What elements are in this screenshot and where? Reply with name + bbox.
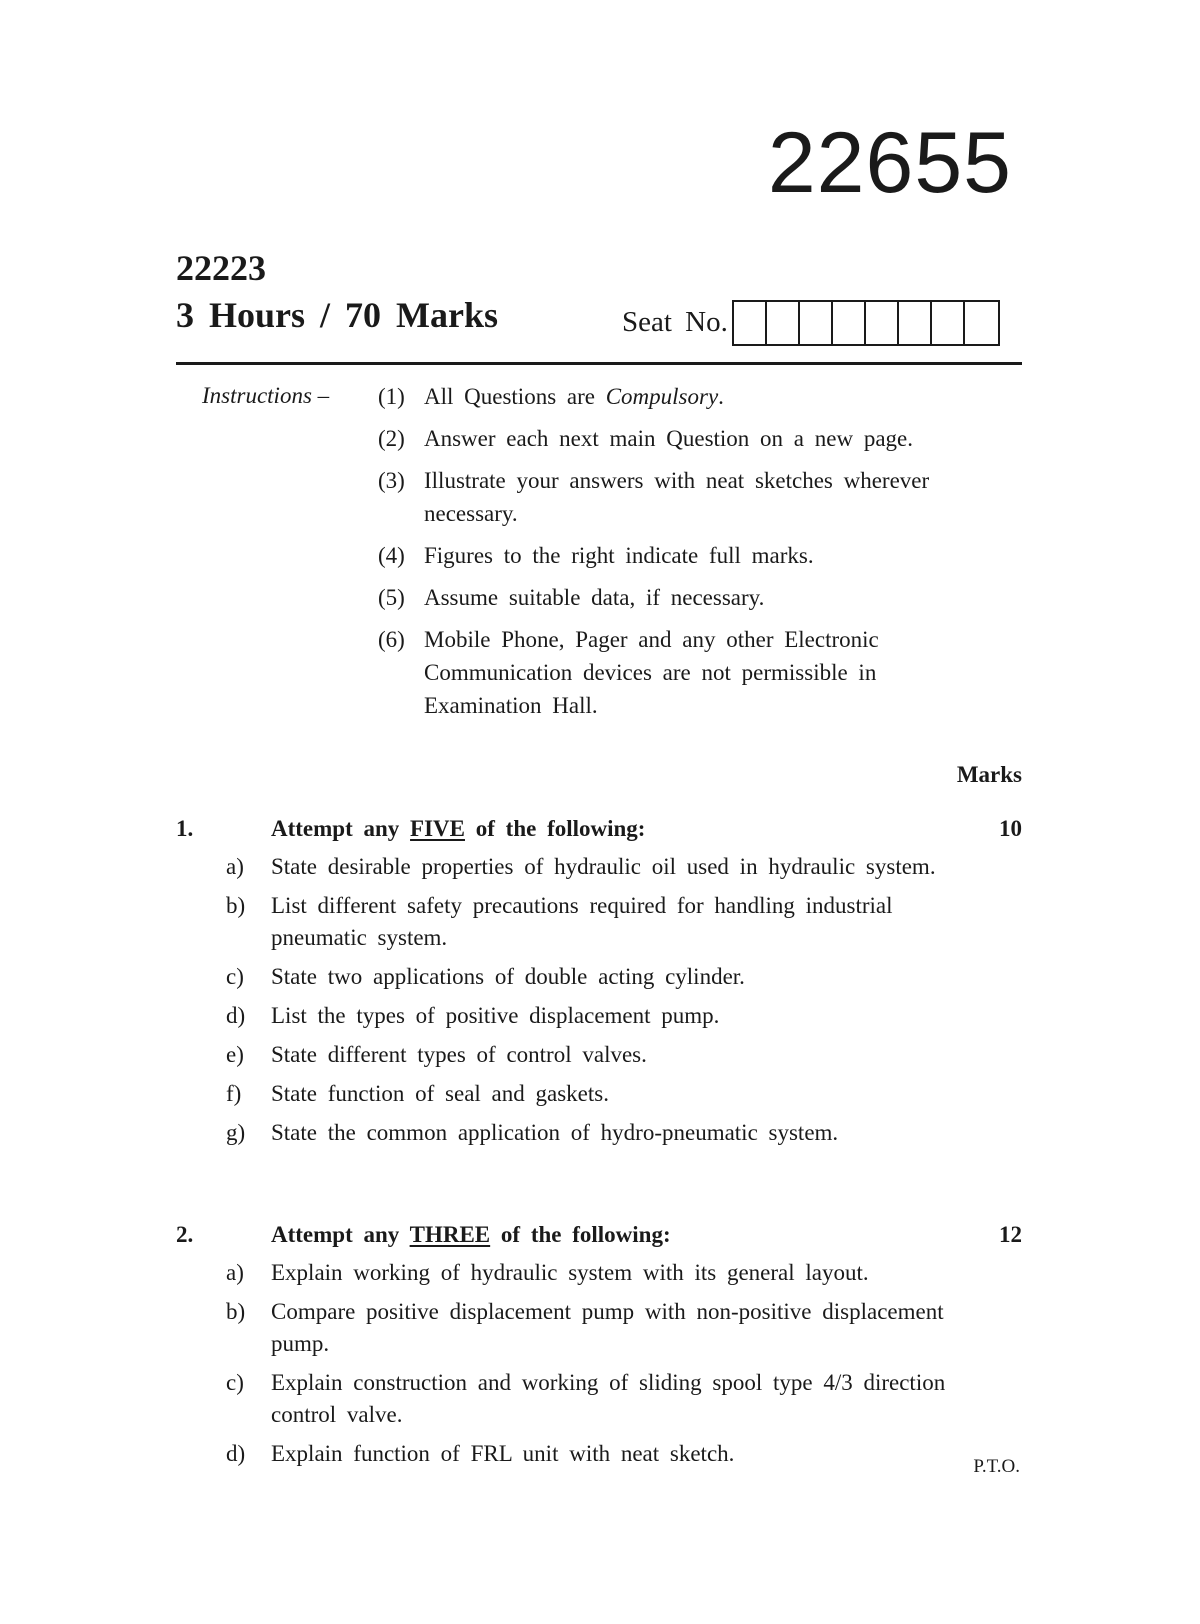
question-title-part: Attempt any bbox=[271, 816, 411, 841]
sub-question-letter: f) bbox=[226, 1081, 242, 1106]
instruction-number: (3) bbox=[378, 468, 405, 493]
seat-box bbox=[866, 302, 899, 344]
paper-code: 22655 bbox=[767, 115, 1012, 211]
seat-box bbox=[899, 302, 932, 344]
question-header bbox=[176, 1218, 1022, 1251]
sub-question bbox=[176, 1257, 1022, 1289]
instructions-list bbox=[378, 380, 998, 731]
sub-question-list bbox=[176, 851, 1022, 1149]
question-title-count: FIVE bbox=[410, 816, 465, 841]
subject-code: 22223 bbox=[176, 248, 266, 288]
marks-heading: Marks bbox=[956, 762, 1022, 787]
sub-question-letter: b) bbox=[226, 893, 246, 918]
instruction-number: (2) bbox=[378, 426, 405, 451]
sub-question-letter: a) bbox=[226, 1260, 244, 1285]
question-title-part: of the following: bbox=[465, 816, 646, 841]
instruction-number: (1) bbox=[378, 384, 405, 409]
instruction-text: Assume suitable data, if necessary. bbox=[424, 585, 765, 610]
question-title-part: of the following: bbox=[490, 1222, 671, 1247]
sub-question-letter: g) bbox=[226, 1120, 246, 1145]
seat-box bbox=[833, 302, 866, 344]
question-number: 2. bbox=[176, 1222, 194, 1247]
sub-question-letter: e) bbox=[226, 1042, 244, 1067]
sub-question-text: State function of seal and gaskets. bbox=[271, 1081, 609, 1106]
instruction-item bbox=[378, 464, 998, 530]
question-title bbox=[271, 1218, 982, 1251]
header-divider bbox=[176, 362, 1022, 365]
sub-question-letter: b) bbox=[226, 1299, 246, 1324]
question-2 bbox=[176, 1218, 1022, 1477]
duration-marks: 3 Hours / 70 Marks bbox=[176, 295, 499, 335]
instruction-item bbox=[378, 623, 998, 722]
instruction-item bbox=[378, 422, 998, 455]
instruction-number: (4) bbox=[378, 543, 405, 568]
instruction-text: Illustrate your answers with neat sketches wherever necessary. bbox=[424, 468, 930, 526]
sub-question-letter: a) bbox=[226, 854, 244, 879]
question-marks: 12 bbox=[999, 1222, 1022, 1247]
sub-question bbox=[176, 1117, 1022, 1149]
sub-question bbox=[176, 961, 1022, 993]
question-header bbox=[176, 812, 1022, 845]
instructions-label: Instructions – bbox=[202, 383, 330, 408]
sub-question-text: Explain working of hydraulic system with its general layout. bbox=[271, 1260, 869, 1285]
sub-question bbox=[176, 1078, 1022, 1110]
sub-question-text: State two applications of double acting cylinder. bbox=[271, 964, 745, 989]
instruction-text bbox=[424, 380, 998, 413]
seat-boxes bbox=[732, 300, 1000, 346]
sub-question-text: List the types of positive displacement pump. bbox=[271, 1003, 720, 1028]
sub-question-text: Explain function of FRL unit with neat sketch. bbox=[271, 1441, 735, 1466]
sub-question-text: State different types of control valves. bbox=[271, 1042, 647, 1067]
sub-question bbox=[176, 1367, 1022, 1431]
question-number: 1. bbox=[176, 816, 194, 841]
instruction-number: (6) bbox=[378, 627, 405, 652]
sub-question-letter: c) bbox=[226, 1370, 244, 1395]
question-title bbox=[271, 812, 982, 845]
question-1 bbox=[176, 812, 1022, 1156]
seat-number-field bbox=[622, 300, 1000, 346]
sub-question bbox=[176, 890, 1022, 954]
instruction-item bbox=[378, 581, 998, 614]
question-marks: 10 bbox=[999, 816, 1022, 841]
sub-question bbox=[176, 851, 1022, 883]
seat-box bbox=[932, 302, 965, 344]
pto-note: P.T.O. bbox=[973, 1456, 1020, 1477]
sub-question-text: Explain construction and working of sliding spool type 4/3 direction control valve. bbox=[271, 1370, 946, 1427]
sub-question-text: State desirable properties of hydraulic oil used in hydraulic system. bbox=[271, 854, 936, 879]
sub-question bbox=[176, 1039, 1022, 1071]
instruction-item bbox=[378, 380, 998, 413]
sub-question-letter: c) bbox=[226, 964, 244, 989]
instruction-text-part: . bbox=[718, 384, 724, 409]
sub-question bbox=[176, 1000, 1022, 1032]
instruction-text: Mobile Phone, Pager and any other Electronic Communication devices are not permissible in Examination Hall. bbox=[424, 627, 879, 718]
instruction-text: Figures to the right indicate full marks. bbox=[424, 543, 814, 568]
instruction-text-italic: Compulsory bbox=[605, 384, 719, 409]
sub-question-letter: d) bbox=[226, 1441, 246, 1466]
seat-box bbox=[800, 302, 833, 344]
instruction-text: Answer each next main Question on a new page. bbox=[424, 426, 913, 451]
question-title-count: THREE bbox=[409, 1222, 491, 1247]
sub-question-text: State the common application of hydro-pneumatic system. bbox=[271, 1120, 839, 1145]
instruction-text-part: All Questions are bbox=[424, 384, 606, 409]
instruction-item bbox=[378, 539, 998, 572]
sub-question-letter: d) bbox=[226, 1003, 246, 1028]
seat-box bbox=[965, 302, 998, 344]
seat-box bbox=[734, 302, 767, 344]
seat-box bbox=[767, 302, 800, 344]
sub-question bbox=[176, 1296, 1022, 1360]
sub-question-text: List different safety precautions required for handling industrial pneumatic system. bbox=[271, 893, 893, 950]
sub-question bbox=[176, 1438, 1022, 1470]
instruction-number: (5) bbox=[378, 585, 405, 610]
seat-label: Seat No. bbox=[622, 306, 728, 338]
sub-question-list bbox=[176, 1257, 1022, 1470]
question-title-part: Attempt any bbox=[271, 1222, 410, 1247]
sub-question-text: Compare positive displacement pump with non-positive displacement pump. bbox=[271, 1299, 944, 1356]
